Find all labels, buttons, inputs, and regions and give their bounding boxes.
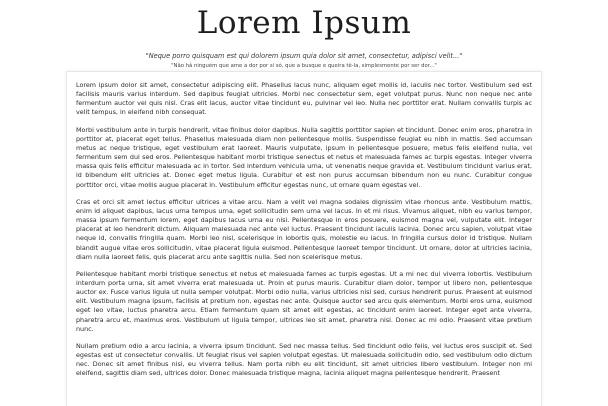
paragraph: Morbi vestibulum ante in turpis hendrerit, vitae finibus dolor dapibus. Nulla sagittis porttitor sapien et tincidunt. Donec enim eros, pharetra in porttitor at, placerat eget tellus. Phasellus malesuada diam non pellentesque mollis. Suspendisse feugiat eu nibh in mattis. Sed accumsan metus ac neque tristique, eget vestibulum erat laoreet. Mauris vulputate, ipsum in pellentesque posuere, metus felis eleifend nulla, vel fermentum sem dui sed eros. Pellentesque habitant morbi tristique senectus et netus et malesuada fames ac turpis egestas. Integer viverra massa quis felis efficitur malesuada ac in tortor. Sed interdum vehicula urna, ut venenatis neque gravida et. Vestibulum tincidunt varius erat, id bibendum elit ultricies at. Donec eget metus ligula. Curabitur et est non purus accumsan bibendum non eu nunc. Curabitur congue porttitor orci, vitae mollis augue placerat in. Vestibulum efficitur egestas nunc, ut ornare quam egestas vel. xyxy=(76,125,532,189)
site-header xyxy=(0,0,608,70)
quote-translation: "Não há ninguém que ame a dor por si só, que a busque e queira tê-la, simplesmente por ser dor..." xyxy=(171,63,437,69)
paragraph: Nullam pretium odio a arcu lacinia, a viverra ipsum tincidunt. Sed nec massa tellus. Sed tincidunt odio felis, vel luctus eros suscipit et. Sed egestas est ut consectetur convallis. Ut feugiat risus vel sapien volutpat egestas. Ut malesuada sollicitudin odio, sed vestibulum odio dictum nec. Donec sit amet finibus nisi, eu viverra tellus. Nam porta nibh eu elit tincidunt, sit amet ultricies libero vestibulum. Integer non mi eleifend, sagittis diam sed, ultrices dolor. Donec malesuada tristique magna, lacinia aliquet magna pellentesque hendrerit. Praesent xyxy=(76,341,532,378)
paragraph: Lorem ipsum dolor sit amet, consectetur adipiscing elit. Phasellus lacus nunc, aliquam eget mollis id, iaculis nec tortor. Vestibulum sed est facilisis mauris varius interdum. Sed dapibus feugiat ultricies. Morbi nec consectetur sem, eget volutpat purus. Nunc non neque nec ante fermentum auctor vel quis nisl. Cras elit lacus, auctor vitae tincidunt eu, pulvinar vel leo. Nulla nec porttitor erat. Nullam convallis turpis ac velit tempus, in eleifend nibh consequat. xyxy=(76,81,532,117)
paragraph: Cras et orci sit amet lectus efficitur ultrices a vitae arcu. Nam a velit vel magna sodales dignissim vitae rhoncus ante. Vestibulum mattis, enim id aliquet dapibus, lacus urna tempus urna, eget sollicitudin sem urna vel lacus. In et mi risus. Vivamus aliquet, nibh eu varius tempor, massa ipsum fermentum lorem, eget dapibus lacus urna eu nisi. Pellentesque in eros posuere, euismod magna vel, vulputate elit. Integer placerat at leo hendrerit dictum. Aliquam malesuada nec ante vel luctus. Praesent tincidunt iaculis lacinia. Donec arcu sapien, volutpat vitae neque id, convallis fringilla quam. Morbi leo nisl, scelerisque in lobortis quis, molestie eu lacus. In fringilla cursus dolor id tristique. Nullam blandit augue vitae eros sollicitudin, vitae placerat ligula euismod. Pellentesque laoreet tempor tincidunt. Ut ornare, dolor at ultricies lacinia, diam nulla laoreet felis, quis placerat arcu ante sagittis nulla. Sed non scelerisque metus. xyxy=(76,197,532,261)
lorem-text-panel xyxy=(66,71,542,406)
paragraph: Pellentesque habitant morbi tristique senectus et netus et malesuada fames ac turpis egestas. Ut a mi nec dui viverra lobortis. Vestibulum interdum porta urna, sit amet viverra erat malesuada ut. Proin et purus mauris. Curabitur diam dolor, tempor ut libero non, pellentesque auctor ex. Fusce varius ligula ut nulla semper volutpat. Morbi odio nulla, varius ultricies nisl sed, cursus hendrerit purus. Praesent at euismod elit. Vestibulum magna ipsum, facilisis at pretium non, egestas nec ante. Quisque auctor sed arcu quis elementum. Morbi eros urna, euismod eget leo vitae, luctus pharetra arcu. Etiam fermentum quam sit amet elit egestas, ac tincidunt enim laoreet. Integer eget ante viverra, pharetra arcu et, maximus eros. Vestibulum ut ligula tempor, ultrices leo sit amet, pharetra nisl. Donec ac mi odio. Praesent vitae pretium nunc. xyxy=(76,269,532,333)
site-title: Lorem Ipsum xyxy=(196,5,412,41)
latin-quote: "Neque porro quisquam est qui dolorem ipsum quia dolor sit amet, consectetur, adipisci velit..." xyxy=(145,52,463,60)
